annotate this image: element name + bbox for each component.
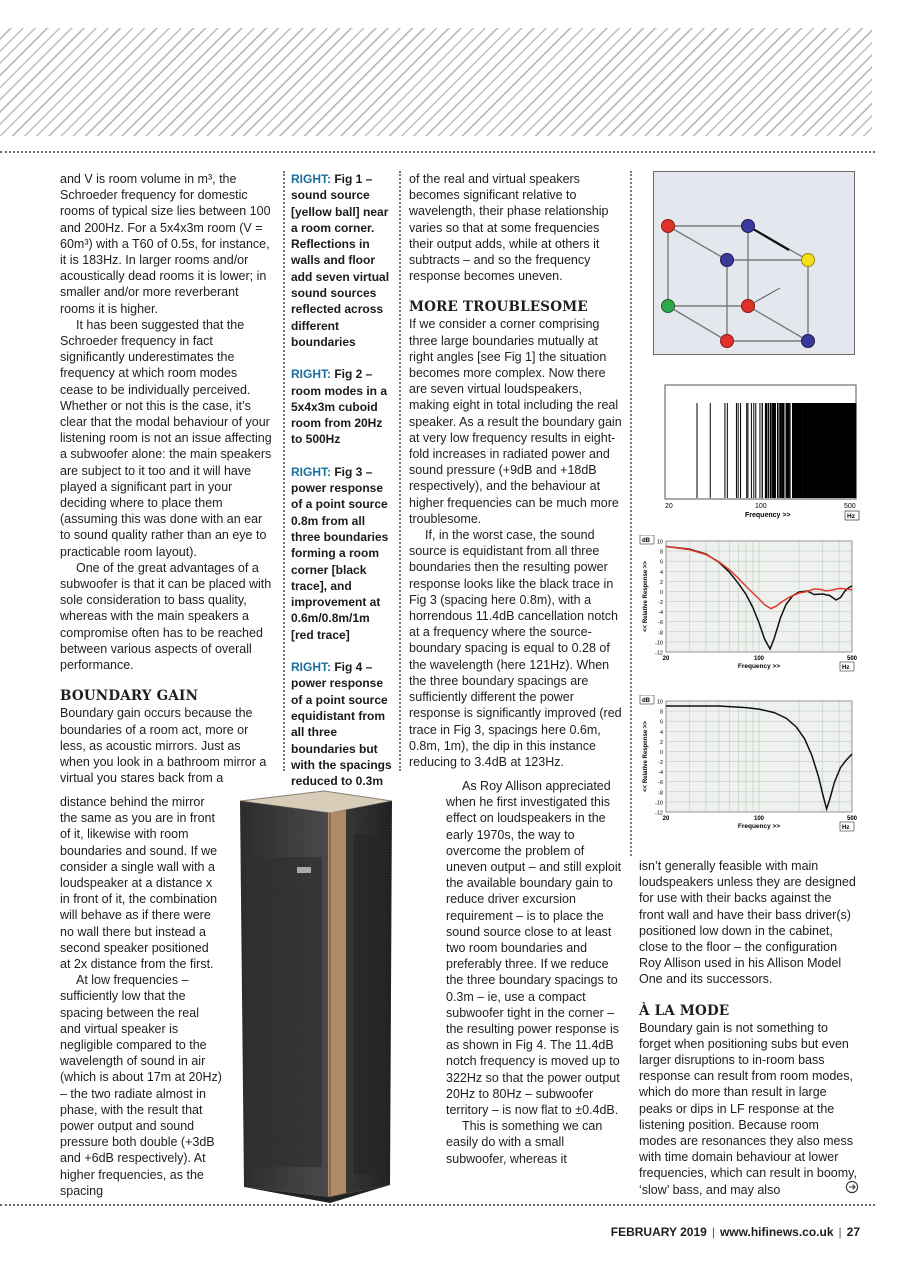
col4-paragraph-1: isn’t generally feasible with main loudspeakers unless they are designed for use with their backs against the front wall and have their bass driver(s) positioned low down in the cabinet, close to the floor – the configuration Roy Allison used in his Allison Model One and its successors. [639,859,856,987]
fig4-ytick: -2 [658,760,663,767]
caption-fig2: RIGHT: Fig 2 – room modes in a 5x4x3m cuboid room from 20Hz to 500Hz [291,367,388,447]
fig4-xtick: 500 [846,816,858,822]
fig3-ytick: -6 [658,620,663,627]
fig3-hz-label: Hz [842,665,850,671]
fig4-xtick: 100 [753,816,765,822]
fig3-ytick: 10 [656,539,663,546]
fig3-ytick: -12 [655,650,663,657]
col3-paragraph-2: If we consider a corner comprising three large boundaries mutually at right angles [see Fig 1] the situation becomes more complex. Now there are seven virtual loudspeakers, making eight in total including the real speaker. As a result the boundary gain at very low frequency results in eight-fold increases in radiated power and sound pressure (+9dB and +18dB respectively), and the behaviour at higher frequencies can be much more troublesome. [409,317,622,526]
col3-paragraph-4: As Roy Allison appreciated when he first investigated this effect on loudspeakers in the early 1970s, the way to overcome the problem of uneven output – and still exploit the available boundary gain to reduce driver excursion requirement – is to place the sound source close to at least two room boundaries and preferably three. If we reduce the three boundary spacings to 0.3m – ie, use a compact subwoofer tight in the corner – the resulting power response is as shown in Fig 4. The 11.4dB notch frequency is moved up to 322Hz so that the power output 20Hz to 80Hz – subwoofer territory – is now flat to ±0.4dB. [446,779,622,1118]
fig2-room-modes-chart [660,383,860,523]
fig3-xtick: 20 [662,656,670,662]
fig4-xtick: 20 [662,816,670,822]
fig4-ytick: 2 [659,739,663,746]
fig3-db-label: dB [642,538,650,544]
fig4-ytick: -6 [658,780,663,787]
fig3-ytick: 4 [659,569,663,576]
fig3-power-response-chart [638,535,860,685]
column-separator-3 [630,171,632,856]
fig4-power-response-chart [638,695,860,845]
badge-icon [297,867,311,873]
col1-paragraph-2: It has been suggested that the Schroeder frequency in fact significantly underestimates the frequency at which room modes cease to be individually perceived. Whether or not this is the case, it’s clear that the modal behaviour of your listening room is not an issue affecting a subwoofer alone: the main speakers are subject to it too and it will have played a significant part in your deciding where to place them (assuming this was done with an ear to sound quality rather than an eye to practicable room layout). [60,317,272,559]
fig3-xtick: 500 [846,656,858,662]
fig3-ytick: 2 [659,579,663,586]
fig3-ytick: -2 [658,600,663,607]
fig2-xtick-100: 100 [755,503,767,510]
fig2-xlabel: Frequency >> [745,512,791,519]
col1-paragraph-4b: distance behind the mirror the same as you are in front of it, likewise with room boundaries and sound. If we consider a single wall with a loudspeaker at a distance x in front of it, the combination will behave as if there were no wall there but instead a second speaker positioned at 2x distance from the first. [60,795,218,972]
fig3-ytick: 0 [659,589,663,596]
fig2-hz-label: Hz [847,513,855,520]
heading-more-troublesome: MORE TROUBLESOME [409,299,588,316]
col4-paragraph-2: Boundary gain is not something to forget when positioning subs but even larger disruptions to in-room bass response can result from room modes, which do more than result in large peaks or dips in LF response at the listening position. Because room modes are resonances they also mess with time domain behaviour at lower frequencies, which can result in boomy, ‘slow’ bass, and may also [639,1020,857,1197]
footer-date: FEBRUARY 2019 [610,1225,707,1239]
col1-paragraph-1: and V is room volume in m³, the Schroeder frequency for domestic rooms of typical size lies between 100 and 200Hz. For a 5x4x3m room (V = 60m³) with a T60 of 0.5s, for instance, it is 183Hz. In larger rooms and/or acoustically dead rooms it is lower; in smaller and/or more reverberant rooms it is higher. [60,172,271,316]
fig2-xtick-20: 20 [665,503,673,510]
column-1 [60,171,273,786]
fig2-xtick-500: 500 [844,503,856,510]
col3-paragraph-5: This is something we can easily do with a small subwoofer, whereas it [446,1119,603,1166]
fig4-ytick: 10 [656,699,663,706]
col1-paragraph-4: Boundary gain occurs because the boundaries of a room act, more or less, as acoustic mirrors. Just as when you look in a bathroom mirror a virtual you stares back from a [60,706,267,786]
col3-paragraph-3: If, in the worst case, the sound source is equidistant from all three boundaries then the resulting power response looks like the black trace in Fig 3 (spacing here 0.8m), with a horrendous 11.4dB cancellation notch at a frequency where the source-boundary spacing is equal to 0.28 of the wavelength (here 121Hz). When the three boundary spacings are sufficiently different the power response is significantly improved (red trace in Fig 3, spacings here 0.6m, 0.8m, 1m), the dip in this instance reducing to 3.4dB at 123Hz. [409,528,622,769]
fig4-xlabel: Frequency >> [737,823,781,830]
footer-site[interactable]: www.hifinews.co.uk [719,1225,834,1239]
captions-column [291,171,392,805]
fig4-ytick: -8 [658,790,663,797]
heading-a-la-mode: À LA MODE [639,1002,730,1019]
column-3-narrow [446,778,624,1167]
column-separator-2 [399,171,401,771]
fig3-ytick: 6 [659,559,663,566]
fig4-db-label: dB [642,698,650,704]
fig3-ytick: -8 [658,630,663,637]
page-footer: FEBRUARY 2019 | www.hifinews.co.uk | 27 [610,1225,860,1239]
fig3-xtick: 100 [753,656,765,662]
top-dotted-rule [0,151,875,153]
column-4 [639,858,857,1198]
fig4-ytick: -4 [658,770,663,777]
fig4-ytick: 4 [659,729,663,736]
fig1-cube-diagram [653,171,855,355]
fig3-ytick: -4 [658,610,663,617]
arrow-right-circle-icon [845,1180,859,1194]
fig3-ylabel: << Relative Response >> [643,561,649,632]
col1-paragraph-5: At low frequencies – sufficiently low that the spacing between the real and virtual speaker is negligible compared to the wavelength of sound in air (which is about 17m at 20Hz) – the two radiate almost in phase, with the result that power output and sound pressure both double (+3dB and +6dB respectively). At higher frequencies, as the spacing [60,973,222,1198]
corner-loudspeaker-photo [222,787,402,1207]
column-1-narrow [60,794,222,1199]
fig4-ytick: 6 [659,719,663,726]
column-3 [409,171,622,770]
column-separator-1 [283,171,285,771]
bottom-dotted-rule [0,1204,875,1206]
col1-paragraph-3: One of the great advantages of a subwoofer is that it can be placed with sole consideration to bass quality, whereas with the main speakers a compromise often has to be reached between various aspects of overall performance. [60,560,272,673]
heading-boundary-gain: BOUNDARY GAIN [60,688,199,705]
fig4-ytick: -10 [655,800,663,807]
caption-fig3: RIGHT: Fig 3 – power response of a point source 0.8m from all three boundaries forming a room corner [black trace], and improvement at 0.6m/0.8m/1m [red trace] [291,464,389,642]
fig4-hz-label: Hz [842,825,850,831]
fig3-xlabel: Frequency >> [737,663,781,670]
fig3-ytick: -10 [655,640,663,647]
col3-paragraph-1: of the real and virtual speakers becomes significant relative to wavelength, their phase relationship varies so that at some frequencies their output adds, while at others it subtracts – and so the frequency response becomes uneven. [409,172,609,284]
caption-fig4: RIGHT: Fig 4 – power response of a point source equidistant from all three boundaries but with the spacings reduced to 0.3m [291,660,392,789]
fig4-ylabel: << Relative Response >> [643,721,649,792]
fig4-ytick: 0 [659,749,663,756]
caption-fig1: RIGHT: Fig 1 – sound source [yellow ball] near a room corner. Reflections in walls and floor add seven virtual sound sources reflected across different boundaries [291,172,390,349]
fig4-ytick: -12 [655,810,663,817]
fig3-ytick: 8 [659,549,663,556]
fig4-ytick: 8 [659,709,663,716]
footer-page-number: 27 [846,1225,860,1239]
header-hatch-band [0,28,872,136]
